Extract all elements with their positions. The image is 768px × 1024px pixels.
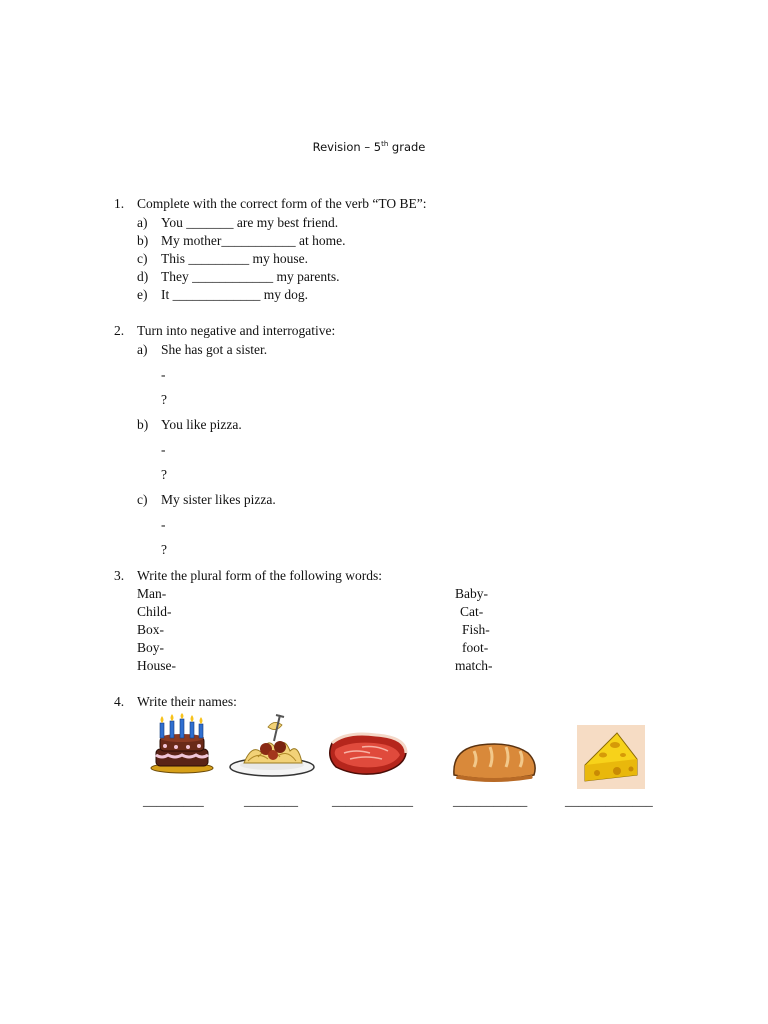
cake-icon bbox=[148, 713, 216, 775]
q1-item-c: c) This _________ my house. bbox=[137, 251, 308, 266]
q3-word-boy: Boy- bbox=[137, 640, 164, 655]
q3-number: 3. bbox=[114, 568, 125, 583]
cheese-icon bbox=[577, 725, 645, 789]
q3-word-fish: Fish- bbox=[462, 622, 490, 637]
steak-icon bbox=[326, 729, 410, 777]
q2-b-interrogative-line: ? bbox=[161, 467, 167, 482]
q3-word-foot: foot- bbox=[462, 640, 489, 655]
q1-item-d: d) They ____________ my parents. bbox=[137, 269, 340, 284]
q2-a-interrogative-line: ? bbox=[161, 392, 167, 407]
q2-c-interrogative-line: ? bbox=[161, 542, 167, 557]
q1-number: 1. bbox=[114, 196, 125, 211]
q3-word-child: Child- bbox=[137, 604, 172, 619]
name-blank-steak[interactable]: ____________ bbox=[332, 793, 413, 808]
q3-word-man: Man- bbox=[137, 586, 167, 601]
name-blank-cake[interactable]: _________ bbox=[143, 793, 204, 808]
name-blank-spaghetti[interactable]: ________ bbox=[244, 793, 298, 808]
q3-word-box: Box- bbox=[137, 622, 164, 637]
q1-item-a: a) You _______ are my best friend. bbox=[137, 215, 339, 230]
q2-c-negative-line: - bbox=[161, 517, 166, 532]
q3-word-match: match- bbox=[455, 658, 493, 673]
q1-item-e: e) It _____________ my dog. bbox=[137, 287, 308, 302]
q3-instruction: Write the plural form of the following words: bbox=[137, 568, 383, 583]
q2-item-c: c) My sister likes pizza. bbox=[137, 492, 276, 507]
q2-instruction: Turn into negative and interrogative: bbox=[137, 323, 336, 338]
q2-number: 2. bbox=[114, 323, 125, 338]
q1-instruction: Complete with the correct form of the verb “TO BE”: bbox=[137, 196, 427, 211]
q3-word-baby: Baby- bbox=[455, 586, 488, 601]
q2-item-a: a) She has got a sister. bbox=[137, 342, 268, 357]
q2-item-b: b) You like pizza. bbox=[137, 417, 242, 432]
q4-number: 4. bbox=[114, 694, 125, 709]
worksheet-title: Revision – 5th grade bbox=[312, 140, 426, 154]
name-blank-cheese[interactable]: _____________ bbox=[565, 793, 653, 808]
q2-a-negative-line: - bbox=[161, 367, 166, 382]
name-blank-bread[interactable]: ___________ bbox=[453, 793, 528, 808]
q4-instruction: Write their names: bbox=[137, 694, 237, 709]
q1-item-b: b) My mother___________ at home. bbox=[137, 233, 346, 248]
q2-b-negative-line: - bbox=[161, 442, 166, 457]
q3-word-house: House- bbox=[137, 658, 176, 673]
bread-icon bbox=[450, 739, 538, 783]
spaghetti-icon bbox=[228, 713, 316, 777]
q3-word-cat: Cat- bbox=[460, 604, 484, 619]
